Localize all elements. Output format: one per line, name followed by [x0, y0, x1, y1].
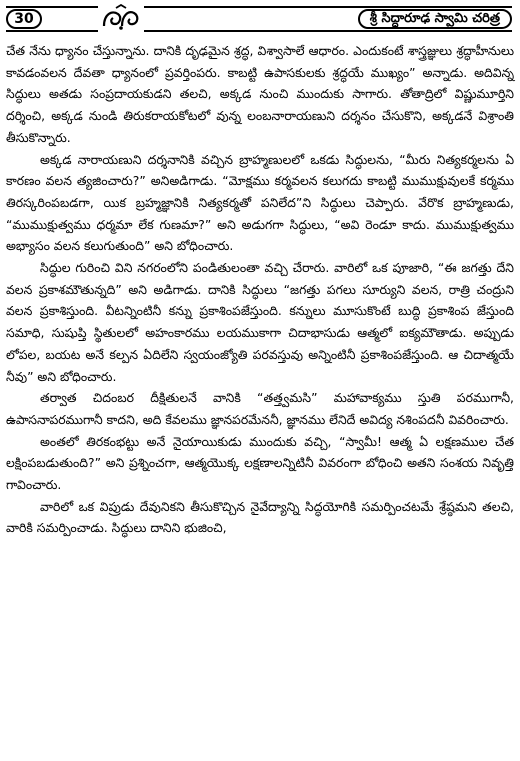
paragraph: సిద్ధుల గురించి విని నగరంలోని పండితులంతా వచ్చి చేరారు. వారిలో ఒక పూజారి, “ఈ జగత్తు దేని వలన ప్రకాశమౌతున్నది” అని అడిగాడు. దానికి సిద్ధులు “జగత్తు పగలు సూర్యుని వలన, రాత్రి చంద్రుని వలన ప్రకాశిస్తుంది. వీటన్నింటినీ కన్ను ప్రకాశింపజేస్తుంది. కన్నులు మూసుకొంటే బుద్ధి ప్రకాశింప జేస్తుంది సమాధి, సుషుప్తి స్థితులలో అహంకారము లయముకాగా చిదాభాసుడు ఆత్మలో ఐక్యమౌతాడు. అప్పుడు లోపల, బయట అనే కల్పన ఏదిలేని స్వయంజ్యోతి పరవస్తువు అన్నింటినీ ప్రకాశింపజేస్తుంది. ఆ చిదాత్మయే నీవు” అని బోధించారు.: [6, 260, 514, 384]
running-title: శ్రీ సిద్ధారూఢ స్వామి చరిత్ర: [358, 9, 512, 29]
book-emblem-icon: [98, 4, 144, 32]
paragraph: వారిలో ఒక విప్రుడు దేవునికని తీసుకొచ్చిన నైవేద్యాన్ని సిద్ధయోగికి సమర్పించటమే శ్రేష్ఠమని తలచి, వారికి సమర్పించాడు. సిద్ధులు దానిని భుజించి,: [6, 498, 514, 536]
page-header: [6, 6, 512, 32]
paragraph: అక్కడ నారాయణుని దర్శనానికి వచ్చిన బ్రాహ్మణులలో ఒకడు సిద్ధులను, “మీరు నిత్యకర్మలను ఏ కారణం వలన త్యజించారు?” అనిఅడిగాడు. “మోక్షము కర్మవలన కలుగదు కాబట్టి ముముక్షువులకే కర్మము తిరస్కరింపబడగా, యిక బ్రహ్మజ్ఞానికి నిత్యకర్మతో పనిలేద”ని సిద్ధులు చెప్పారు. వేరొక బ్రాహ్మణుడు, “ముముక్షుత్వము ధర్మమా లేక గుణమా?” అని అడుగగా సిద్ధులు, “అవి రెండూ కాదు. ముముక్షుత్వము అభ్యాసం వలన కలుగుతుంది” అని బోధించారు.: [6, 151, 514, 254]
paragraph: చేత నేను ధ్యానం చేస్తున్నాను. దానికి దృఢమైన శ్రద్ధ, విశ్వాసాలే ఆధారం. ఎందుకంటే శాస్త్రజ్ఞులు శ్రద్ధాహీనులు కావడంవలన దేవతా ధ్యానంలో ప్రవర్తింపరు. కాబట్టి ఉపాసకులకు శ్రద్ధయే ముఖ్యం” అన్నాడు. అదివిన్న సిద్ధులు అతడు సంప్రదాయకుడని తలచి, అక్కడ నుంచి ముందుకు సాగారు. తోతాద్రిలో విష్ణుమూర్తిని దర్శించి, అక్కడ నుండి తిరుకరాయకోటలో వున్న లంబనారాయణుని దర్శనం చేసుకొని, అక్కడనే విశ్రాంతి తీసుకొన్నారు.: [6, 43, 514, 145]
paragraph: అంతలో తిరకంభట్టు అనే నైయాయికుడు ముందుకు వచ్చి, “స్వామీ! ఆత్మ ఏ లక్షణముల చేత లక్షింపబడుతుంది?” అని ప్రశ్నించగా, ఆత్మయొక్క లక్షణాలన్నిటినీ వివరంగా బోధించి అతని సంశయ నివృత్తి గావించారు.: [6, 433, 514, 493]
page-number: 30: [6, 9, 42, 29]
body-text: [6, 40, 514, 539]
paragraph: తర్వాత చిదంబర దీక్షితులనే వానికి “తత్త్వమసి” మహావాక్యము స్తుతి పరముగానీ, ఉపాసనాపరముగానీ కాదని, అది కేవలము జ్ఞానపరమేననీ, జ్ఞానము లేనిదే అవిద్య నశింపదనీ వివరించారు.: [6, 390, 514, 427]
